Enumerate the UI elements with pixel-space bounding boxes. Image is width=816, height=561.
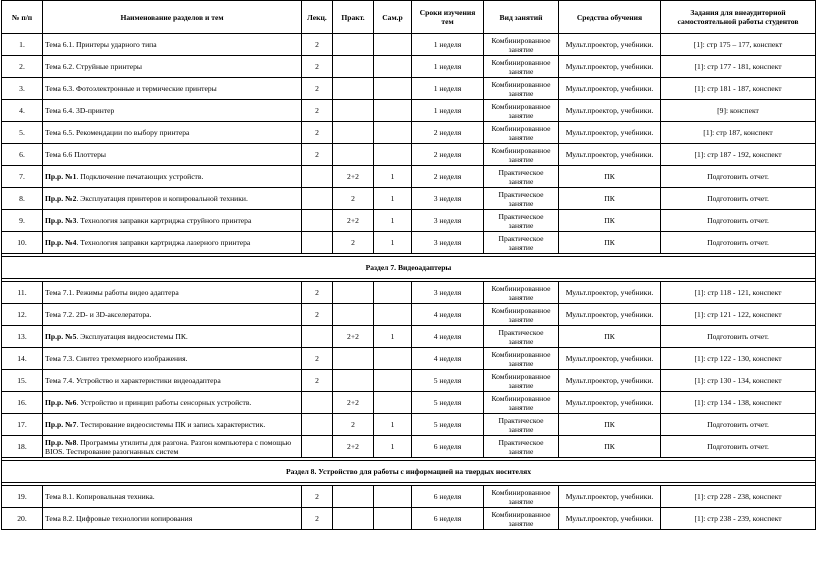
table-row (2, 436, 816, 458)
cell-tasks: [1]: стр 118 - 121, конспект (661, 282, 816, 304)
cell-lect (302, 210, 333, 232)
topic-title: . Технология заправки картриджа струйного принтера (76, 216, 252, 225)
cell-kind: Комбинированное занятие (484, 34, 559, 56)
cell-term: 3 неделя (412, 282, 484, 304)
section-heading-row (2, 257, 816, 279)
topic-title: Тема 6.5. Рекомендации по выбору принтера (45, 128, 190, 137)
cell-name (43, 34, 302, 56)
cell-num: 16. (2, 392, 43, 414)
header-term: Сроки изучения тем (412, 1, 484, 34)
topic-title: . Программы утилиты для разгона. Разгон компьютера с помощью BIOS. Тестирование разогнанных систем (45, 437, 292, 456)
cell-kind: Комбинированное занятие (484, 348, 559, 370)
cell-tasks: Подготовить отчет. (661, 414, 816, 436)
cell-tasks: [1]: стр 187 - 192, конспект (661, 144, 816, 166)
cell-means: ПК (559, 436, 661, 458)
table-row (2, 370, 816, 392)
cell-self (374, 304, 412, 326)
rows-group-section-6 (2, 34, 816, 254)
cell-term: 4 неделя (412, 304, 484, 326)
cell-lect: 2 (302, 370, 333, 392)
cell-num: 8. (2, 188, 43, 210)
header-row (2, 1, 816, 34)
cell-tasks: [1]: стр 238 - 239, конспект (661, 508, 816, 530)
cell-self (374, 100, 412, 122)
section-8-group (2, 458, 816, 486)
cell-pract (333, 508, 374, 530)
cell-lect: 2 (302, 304, 333, 326)
cell-pract (333, 34, 374, 56)
cell-term: 1 неделя (412, 78, 484, 100)
topic-title: Тема 6.2. Струйные принтеры (45, 62, 142, 71)
cell-num: 12. (2, 304, 43, 326)
header-name: Наименование разделов и тем (43, 1, 302, 34)
cell-term: 2 неделя (412, 144, 484, 166)
cell-means: Мульт.проектор, учебники. (559, 486, 661, 508)
cell-num: 11. (2, 282, 43, 304)
cell-num: 1. (2, 34, 43, 56)
topic-title: . Эксплуатация видеосистемы ПК. (76, 332, 188, 341)
cell-kind: Комбинированное занятие (484, 56, 559, 78)
cell-lect (302, 326, 333, 348)
cell-lect: 2 (302, 508, 333, 530)
cell-means: Мульт.проектор, учебники. (559, 56, 661, 78)
cell-kind: Практическое занятие (484, 436, 559, 458)
cell-pract (333, 78, 374, 100)
cell-means: ПК (559, 326, 661, 348)
cell-kind: Комбинированное занятие (484, 100, 559, 122)
topic-title: Тема 7.1. Режимы работы видео адаптера (45, 288, 179, 297)
topic-title: Тема 8.2. Цифровые технологии копирования (45, 514, 193, 523)
cell-pract (333, 144, 374, 166)
cell-term: 2 неделя (412, 122, 484, 144)
cell-pract (333, 100, 374, 122)
rows-group-section-7 (2, 282, 816, 458)
table-row (2, 348, 816, 370)
table-row (2, 486, 816, 508)
cell-kind: Комбинированное занятие (484, 370, 559, 392)
table-row (2, 144, 816, 166)
cell-name (43, 210, 302, 232)
practical-prefix: Пр.р. №4 (45, 238, 77, 247)
cell-tasks: [1]: стр 181 - 187, конспект (661, 78, 816, 100)
cell-kind: Практическое занятие (484, 414, 559, 436)
cell-pract (333, 122, 374, 144)
cell-self: 1 (374, 166, 412, 188)
cell-term: 5 неделя (412, 392, 484, 414)
cell-num: 20. (2, 508, 43, 530)
table-row (2, 508, 816, 530)
cell-kind: Практическое занятие (484, 326, 559, 348)
cell-means: Мульт.проектор, учебники. (559, 100, 661, 122)
cell-name (43, 188, 302, 210)
cell-tasks: [1]: стр 187, конспект (661, 122, 816, 144)
cell-term: 3 неделя (412, 210, 484, 232)
topic-title: . Тестирование видеосистемы ПК и запись характеристик. (76, 420, 266, 429)
rows-group-section-8 (2, 486, 816, 530)
table-row (2, 210, 816, 232)
cell-self (374, 122, 412, 144)
table-row (2, 304, 816, 326)
cell-num: 3. (2, 78, 43, 100)
cell-lect (302, 232, 333, 254)
cell-means: Мульт.проектор, учебники. (559, 304, 661, 326)
cell-pract: 2+2 (333, 210, 374, 232)
cell-lect: 2 (302, 78, 333, 100)
cell-means: Мульт.проектор, учебники. (559, 34, 661, 56)
topic-title: Тема 6.3. Фотоэлектронные и термические принтеры (45, 84, 217, 93)
header-pract: Практ. (333, 1, 374, 34)
cell-num: 19. (2, 486, 43, 508)
cell-term: 5 неделя (412, 370, 484, 392)
cell-pract (333, 348, 374, 370)
cell-lect: 2 (302, 486, 333, 508)
cell-num: 10. (2, 232, 43, 254)
cell-name (43, 304, 302, 326)
practical-prefix: Пр.р. №6 (45, 398, 77, 407)
practical-prefix: Пр.р. №5 (45, 332, 77, 341)
cell-self: 1 (374, 188, 412, 210)
cell-name (43, 232, 302, 254)
cell-term: 2 неделя (412, 166, 484, 188)
cell-term: 1 неделя (412, 34, 484, 56)
cell-num: 7. (2, 166, 43, 188)
section-7-group (2, 254, 816, 282)
topic-title: Тема 6.4. 3D-принтер (45, 106, 115, 115)
cell-kind: Комбинированное занятие (484, 486, 559, 508)
cell-name (43, 100, 302, 122)
practical-prefix: Пр.р. №8 (45, 437, 77, 447)
cell-tasks: [1]: стр 130 - 134, конспект (661, 370, 816, 392)
cell-name (43, 392, 302, 414)
cell-tasks: Подготовить отчет. (661, 210, 816, 232)
curriculum-table (1, 0, 816, 530)
cell-tasks: [1]: стр 122 - 130, конспект (661, 348, 816, 370)
cell-lect (302, 166, 333, 188)
cell-kind: Комбинированное занятие (484, 78, 559, 100)
table-row (2, 392, 816, 414)
cell-means: Мульт.проектор, учебники. (559, 282, 661, 304)
cell-name (43, 56, 302, 78)
topic-title: Тема 8.1. Копировальная техника. (45, 492, 155, 501)
cell-num: 6. (2, 144, 43, 166)
topic-title: Тема 7.3. Синтез трехмерного изображения. (45, 354, 188, 363)
cell-tasks: [1]: стр 175 – 177, конспект (661, 34, 816, 56)
cell-lect (302, 436, 333, 458)
table-row (2, 188, 816, 210)
cell-self (374, 508, 412, 530)
header-kind: Вид занятий (484, 1, 559, 34)
cell-kind: Практическое занятие (484, 232, 559, 254)
cell-term: 3 неделя (412, 232, 484, 254)
cell-num: 5. (2, 122, 43, 144)
cell-means: Мульт.проектор, учебники. (559, 348, 661, 370)
cell-name (43, 370, 302, 392)
cell-pract: 2 (333, 414, 374, 436)
cell-kind: Практическое занятие (484, 166, 559, 188)
cell-self (374, 486, 412, 508)
cell-pract: 2 (333, 232, 374, 254)
cell-self: 1 (374, 414, 412, 436)
cell-num: 14. (2, 348, 43, 370)
table-row (2, 326, 816, 348)
practical-prefix: Пр.р. №3 (45, 216, 77, 225)
practical-prefix: Пр.р. №2 (45, 194, 77, 203)
cell-pract (333, 56, 374, 78)
header-self: Сам.р (374, 1, 412, 34)
table-row (2, 282, 816, 304)
cell-tasks: Подготовить отчет. (661, 166, 816, 188)
cell-kind: Практическое занятие (484, 188, 559, 210)
cell-tasks: [1]: стр 228 - 238, конспект (661, 486, 816, 508)
cell-means: ПК (559, 166, 661, 188)
topic-title: Тема 7.4. Устройство и характеристики видеоадаптера (45, 376, 221, 385)
cell-num: 9. (2, 210, 43, 232)
topic-title: . Технология заправки картриджа лазерного принтера (76, 238, 251, 247)
cell-self: 1 (374, 326, 412, 348)
cell-kind: Практическое занятие (484, 210, 559, 232)
cell-num: 2. (2, 56, 43, 78)
cell-lect: 2 (302, 56, 333, 78)
section-heading-row (2, 461, 816, 483)
cell-self: 1 (374, 436, 412, 458)
practical-prefix: Пр.р. №1 (45, 172, 77, 181)
cell-self (374, 56, 412, 78)
cell-num: 18. (2, 436, 43, 458)
cell-means: Мульт.проектор, учебники. (559, 370, 661, 392)
cell-kind: Комбинированное занятие (484, 508, 559, 530)
cell-lect: 2 (302, 144, 333, 166)
cell-means: ПК (559, 232, 661, 254)
topic-title: Тема 6.1. Принтеры ударного типа (45, 40, 157, 49)
cell-self (374, 392, 412, 414)
cell-kind: Комбинированное занятие (484, 282, 559, 304)
cell-self (374, 282, 412, 304)
cell-tasks: Подготовить отчет. (661, 232, 816, 254)
cell-pract: 2+2 (333, 326, 374, 348)
cell-num: 17. (2, 414, 43, 436)
cell-name (43, 166, 302, 188)
cell-lect: 2 (302, 122, 333, 144)
cell-num: 15. (2, 370, 43, 392)
topic-title: Тема 6.6 Плоттеры (45, 150, 107, 159)
cell-name (43, 436, 302, 458)
cell-self: 1 (374, 210, 412, 232)
cell-means: ПК (559, 188, 661, 210)
cell-term: 6 неделя (412, 436, 484, 458)
cell-means: ПК (559, 414, 661, 436)
topic-title: . Эксплуатация принтеров и копировальной техники. (76, 194, 248, 203)
table-row (2, 100, 816, 122)
cell-pract (333, 486, 374, 508)
cell-lect: 2 (302, 348, 333, 370)
cell-name (43, 326, 302, 348)
cell-term: 6 неделя (412, 508, 484, 530)
cell-pract: 2+2 (333, 436, 374, 458)
cell-lect (302, 188, 333, 210)
header-num: № п/п (2, 1, 43, 34)
header-means: Средства обучения (559, 1, 661, 34)
cell-term: 1 неделя (412, 100, 484, 122)
cell-tasks: Подготовить отчет. (661, 326, 816, 348)
cell-means: Мульт.проектор, учебники. (559, 78, 661, 100)
topic-title: . Подключение печатающих устройств. (76, 172, 204, 181)
cell-term: 4 неделя (412, 326, 484, 348)
cell-term: 6 неделя (412, 486, 484, 508)
cell-means: ПК (559, 210, 661, 232)
cell-means: Мульт.проектор, учебники. (559, 392, 661, 414)
cell-tasks: Подготовить отчет. (661, 188, 816, 210)
cell-pract: 2+2 (333, 392, 374, 414)
cell-self (374, 144, 412, 166)
topic-title: Тема 7.2. 2D- и 3D-акселератора. (45, 310, 152, 319)
cell-lect: 2 (302, 34, 333, 56)
cell-self (374, 348, 412, 370)
cell-num: 4. (2, 100, 43, 122)
header-lect: Лекц. (302, 1, 333, 34)
cell-tasks: Подготовить отчет. (661, 436, 816, 458)
topic-title: . Устройство и принцип работы сенсорных устройств. (76, 398, 252, 407)
cell-term: 1 неделя (412, 56, 484, 78)
cell-lect: 2 (302, 282, 333, 304)
table-row (2, 232, 816, 254)
section-8-heading: Раздел 8. Устройство для работы с информацией на твердых носителях (2, 461, 816, 483)
cell-pract (333, 282, 374, 304)
cell-term: 3 неделя (412, 188, 484, 210)
cell-kind: Комбинированное занятие (484, 122, 559, 144)
cell-kind: Комбинированное занятие (484, 304, 559, 326)
cell-tasks: [9]: конспект (661, 100, 816, 122)
cell-means: Мульт.проектор, учебники. (559, 508, 661, 530)
cell-num: 13. (2, 326, 43, 348)
cell-pract: 2 (333, 188, 374, 210)
cell-kind: Комбинированное занятие (484, 392, 559, 414)
cell-name (43, 414, 302, 436)
table-row (2, 56, 816, 78)
table-row (2, 414, 816, 436)
table-row (2, 122, 816, 144)
header-tasks: Задания для внеаудиторной самостоятельной работы студентов (661, 1, 816, 34)
cell-tasks: [1]: стр 177 - 181, конспект (661, 56, 816, 78)
table-row (2, 34, 816, 56)
cell-pract: 2+2 (333, 166, 374, 188)
section-7-heading: Раздел 7. Видеоадаптеры (2, 257, 816, 279)
practical-prefix: Пр.р. №7 (45, 420, 77, 429)
cell-pract (333, 304, 374, 326)
cell-means: Мульт.проектор, учебники. (559, 144, 661, 166)
table-row (2, 78, 816, 100)
cell-name (43, 282, 302, 304)
cell-name (43, 348, 302, 370)
cell-term: 4 неделя (412, 348, 484, 370)
cell-lect: 2 (302, 100, 333, 122)
cell-tasks: [1]: стр 134 - 138, конспект (661, 392, 816, 414)
cell-lect (302, 392, 333, 414)
cell-name (43, 122, 302, 144)
cell-self (374, 78, 412, 100)
cell-term: 5 неделя (412, 414, 484, 436)
cell-self: 1 (374, 232, 412, 254)
cell-lect (302, 414, 333, 436)
cell-name (43, 78, 302, 100)
cell-self (374, 370, 412, 392)
cell-means: Мульт.проектор, учебники. (559, 122, 661, 144)
table-row (2, 166, 816, 188)
cell-name (43, 508, 302, 530)
cell-name (43, 144, 302, 166)
cell-self (374, 34, 412, 56)
cell-tasks: [1]: стр 121 - 122, конспект (661, 304, 816, 326)
cell-kind: Комбинированное занятие (484, 144, 559, 166)
cell-pract (333, 370, 374, 392)
cell-name (43, 486, 302, 508)
